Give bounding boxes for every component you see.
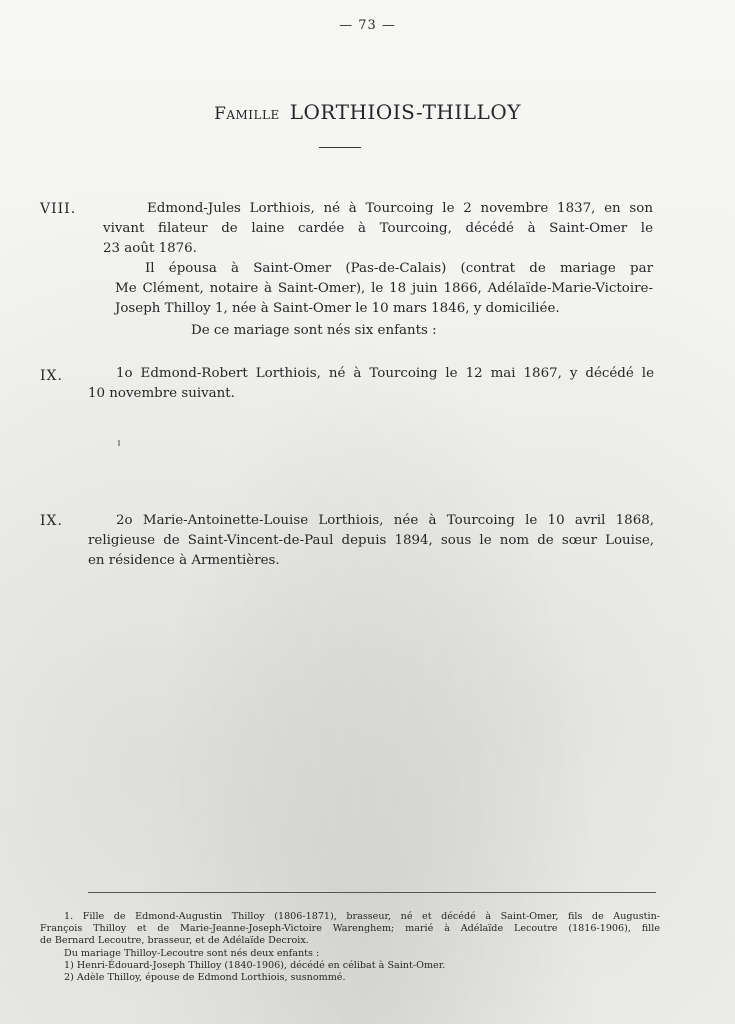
entry-line: De ce mariage sont nés six enfants : <box>191 323 437 338</box>
page-title <box>0 100 735 124</box>
entry-line: 10 novembre suivant. <box>88 386 235 401</box>
entry-edmond-robert <box>88 364 654 404</box>
entry-line: 2o Marie-Antoinette-Louise Lorthiois, née à Tourcoing le 10 avril 1868, <box>116 513 654 528</box>
title-rule <box>319 147 361 148</box>
footnote-line: François Thilloy et de Marie-Jeanne-Joseph-Victoire Warenghem; marié à Adélaïde Lecoutre (1816-1906), fille <box>40 923 660 935</box>
entry-line: Edmond-Jules Lorthiois, né à Tourcoing le 2 novembre 1837, en son <box>147 201 653 216</box>
entry-line: en résidence à Armentières. <box>88 553 280 568</box>
generation-marker-ix-1: IX. <box>40 368 63 384</box>
footnote-line: 1. Fille de Edmond-Augustin Thilloy (1806-1871), brasseur, né et décédé à Saint-Omer, fils de Augustin- <box>64 911 660 922</box>
entry-line: vivant filateur de laine cardée à Tourcoing, décédé à Saint-Omer le <box>103 221 653 236</box>
page-number: — 73 — <box>339 18 396 33</box>
footnote-line: Du mariage Thilloy-Lecoutre sont nés deux enfants : <box>64 947 320 959</box>
entry-line: Me Clément, notaire à Saint-Omer), le 18 juin 1866, Adélaïde-Marie-Victoire- <box>115 281 653 296</box>
page-title-prefix: Famille <box>214 104 280 124</box>
entry-line: Il épousa à Saint-Omer (Pas-de-Calais) (contrat de mariage par <box>145 261 653 276</box>
entry-marie-antoinette <box>88 511 654 571</box>
generation-marker-viii: VIII. <box>40 201 77 217</box>
entry-line: 1o Edmond-Robert Lorthiois, né à Tourcoing le 12 mai 1867, y décédé le <box>116 366 654 381</box>
entry-edmond-jules <box>103 199 653 341</box>
footnote-line: de Bernard Lecoutre, brasseur, et de Adélaïde Decroix. <box>40 935 309 947</box>
generation-marker-ix-2: IX. <box>40 513 63 529</box>
scan-speck <box>118 440 120 446</box>
entry-line: Joseph Thilloy 1, née à Saint-Omer le 10 mars 1846, y domiciliée. <box>115 301 560 316</box>
footnote-line: 2) Adèle Thilloy, épouse de Edmond Lorthiois, susnommé. <box>64 972 346 984</box>
page-title-name: LORTHIOIS-THILLOY <box>289 100 521 124</box>
entry-line: 23 août 1876. <box>103 241 197 256</box>
footnotes <box>40 911 660 984</box>
footnote-rule <box>88 892 656 893</box>
entry-line: religieuse de Saint-Vincent-de-Paul depuis 1894, sous le nom de sœur Louise, <box>88 533 654 548</box>
footnote-line: 1) Henri-Édouard-Joseph Thilloy (1840-1906), décédé en célibat à Saint-Omer. <box>64 959 446 971</box>
